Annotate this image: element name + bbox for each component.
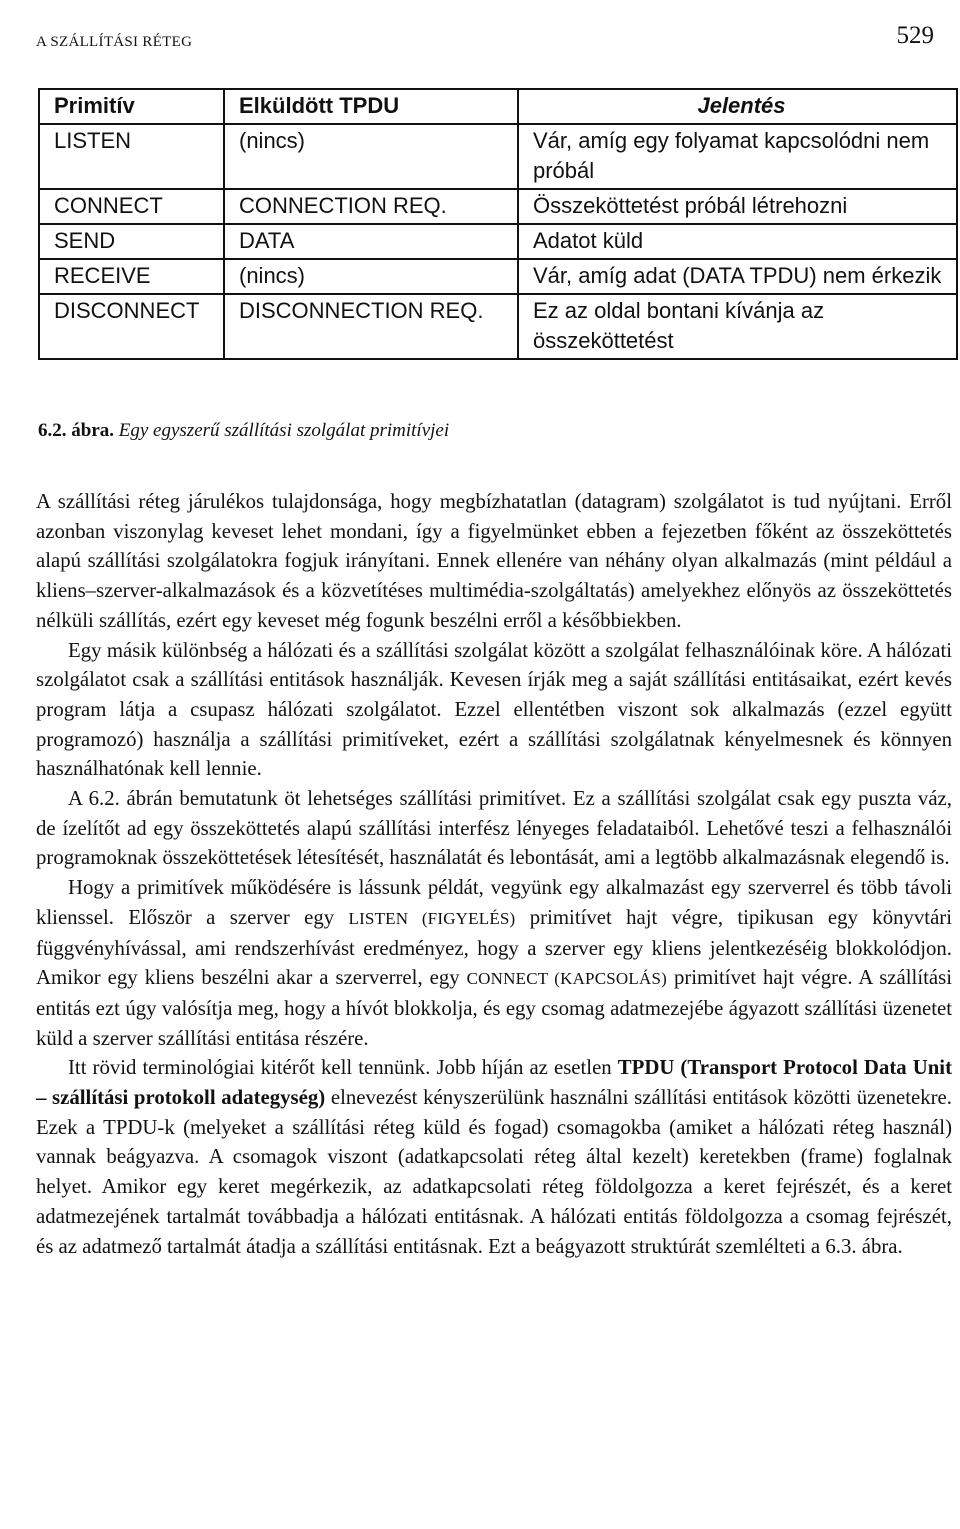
column-header-primitive: Primitív <box>39 89 224 124</box>
figure-number: 6.2. ábra. <box>38 420 114 441</box>
tpdu-definition-term: TPDU (Transport Protocol Data Unit – szállítási protokoll adategység) <box>36 1056 952 1110</box>
table-cell-meaning: Ez az oldal bontani kívánja az összeköttetést <box>518 294 957 359</box>
table-cell-primitive: DISCONNECT <box>39 294 224 359</box>
table-cell-tpdu: DISCONNECTION REQ. <box>224 294 518 359</box>
table-row <box>39 124 957 189</box>
primitives-table <box>38 88 958 360</box>
figure-caption-text: Egy egyszerű szállítási szolgálat primitívjei <box>118 420 450 441</box>
running-head: A SZÁLLÍTÁSI RÉTEG <box>36 34 193 50</box>
table-cell-meaning: Vár, amíg egy folyamat kapcsolódni nem próbál <box>518 124 957 189</box>
paragraph: A szállítási réteg járulékos tulajdonsága, hogy megbízhatatlan (datagram) szolgálatot is tud nyújtani. Erről azonban viszonylag keveset lehet mondani, így a figyelmünket ebben a fejezetben főként az összeköttetés alapú szállítási szolgálatokra fogjuk irányítani. Ennek ellenére van néhány olyan alkalmazás (mint például a kliens–szerver-alkalmazások és a közvetítéses multimédia-szolgáltatás) amelyekhez előnyös az összeköttetés nélküli szállítás, ezért egy keveset még fogunk beszélni erről a későbbiekben. <box>36 490 952 632</box>
paragraph-text: primitívet hajt végre, tipikusan egy könyvtári függvényhívással, ami rendszerhívást eredményez, hogy a szerver egy kliens jelentkezéséig blokkolódjon. Amikor egy kliens beszélni akar a szerverrel, egy <box>36 905 953 990</box>
table-row <box>39 294 957 359</box>
table-row <box>39 189 957 224</box>
paragraph-text: Itt rövid terminológiai kitérőt kell tennünk. Jobb híján az esetlen <box>68 1056 618 1080</box>
table-cell-tpdu: CONNECTION REQ. <box>224 189 518 224</box>
table-cell-meaning: Vár, amíg adat (DATA TPDU) nem érkezik <box>518 259 957 294</box>
connect-primitive-term: CONNECT (KAPCSOLÁS) <box>466 969 667 989</box>
table-header-row <box>39 89 957 124</box>
table-row <box>39 259 957 294</box>
table-cell-meaning: Adatot küld <box>518 224 957 259</box>
paragraph-text: Hogy a primitívek működésére is lássunk példát, vegyünk egy alkalmazást egy szerverrel és több távoli klienssel. Először a szerver egy <box>36 876 952 929</box>
table-cell-primitive: RECEIVE <box>39 259 224 294</box>
paragraph: Egy másik különbség a hálózati és a szállítási szolgálat között a szolgálat felhasználóinak köre. A hálózati szolgálatot csak a szállítási entitások használják. Kevesen írják meg a saját szállítási entitásaikat, ezért kevés program látja a csupasz hálózati szolgálatot. Ezzel ellentétben viszont sok alkalmazás (ezzel együtt programozó) használja a szállítási primitíveket, ezért a szállítási szolgálatnak kényelmesnek és könnyen használhatónak kell lennie. <box>36 638 952 781</box>
table-cell-tpdu: (nincs) <box>224 124 518 189</box>
table-cell-tpdu: (nincs) <box>224 259 518 294</box>
table-cell-primitive: SEND <box>39 224 224 259</box>
table-cell-primitive: LISTEN <box>39 124 224 189</box>
page-header <box>36 22 934 62</box>
table-row <box>39 224 957 259</box>
paragraph-text: elnevezést kényszerülünk használni szállítási entitások közötti üzenetekre. Ezek a TPDU-k (melyeket a szállítási réteg küld és fogad) csomagokba (amiket a hálózati réteg használ) vannak beágyazva. A csomagok viszont (adatkapcsolati réteg által kezelt) keretekben (frame) foglalnak helyet. Amikor egy keret megérkezik, az adatkapcsolati réteg földolgozza a keret fejrészét, és a keret adatmezejének tartalmát továbbadja a hálózati entitásnak. A hálózati entitás földolgozza a csomag fejrészét, és az adatmező tartalmát átadja a szállítási entitásnak. Ezt a beágyazott struktúrát szemlélteti a 6.3. ábra. <box>36 1086 952 1258</box>
paragraph <box>36 1053 952 1261</box>
paragraph-text: primitívet hajt végre. A szállítási entitás ezt úgy valósítja meg, hogy a hívót blokkolja, és egy csomag adatmezejébe ágyazott szállítási üzenetet küld a szerver szállítási entitása részére. <box>36 966 952 1050</box>
listen-primitive-term: LISTEN (FIGYELÉS) <box>348 908 516 928</box>
table-cell-tpdu: DATA <box>224 224 518 259</box>
table-cell-primitive: CONNECT <box>39 189 224 224</box>
column-header-meaning: Jelentés <box>518 89 957 124</box>
body-text <box>36 487 952 1261</box>
paragraph: A 6.2. ábrán bemutatunk öt lehetséges szállítási primitívet. Ez a szállítási szolgálat csak egy puszta váz, de ízelítőt ad egy összeköttetés alapú szállítási interfész lényeges feladataiból. Lehetővé teszi a felhasználói programoknak összeköttetések létesítését, használatát és lebontását, ami a legtöbb alkalmazásnak elegendő is. <box>36 787 952 870</box>
figure-caption <box>38 420 449 442</box>
column-header-tpdu: Elküldött TPDU <box>224 89 518 124</box>
paragraph <box>36 873 952 1053</box>
table-cell-meaning: Összeköttetést próbál létrehozni <box>518 189 957 224</box>
page-number: 529 <box>896 22 934 49</box>
